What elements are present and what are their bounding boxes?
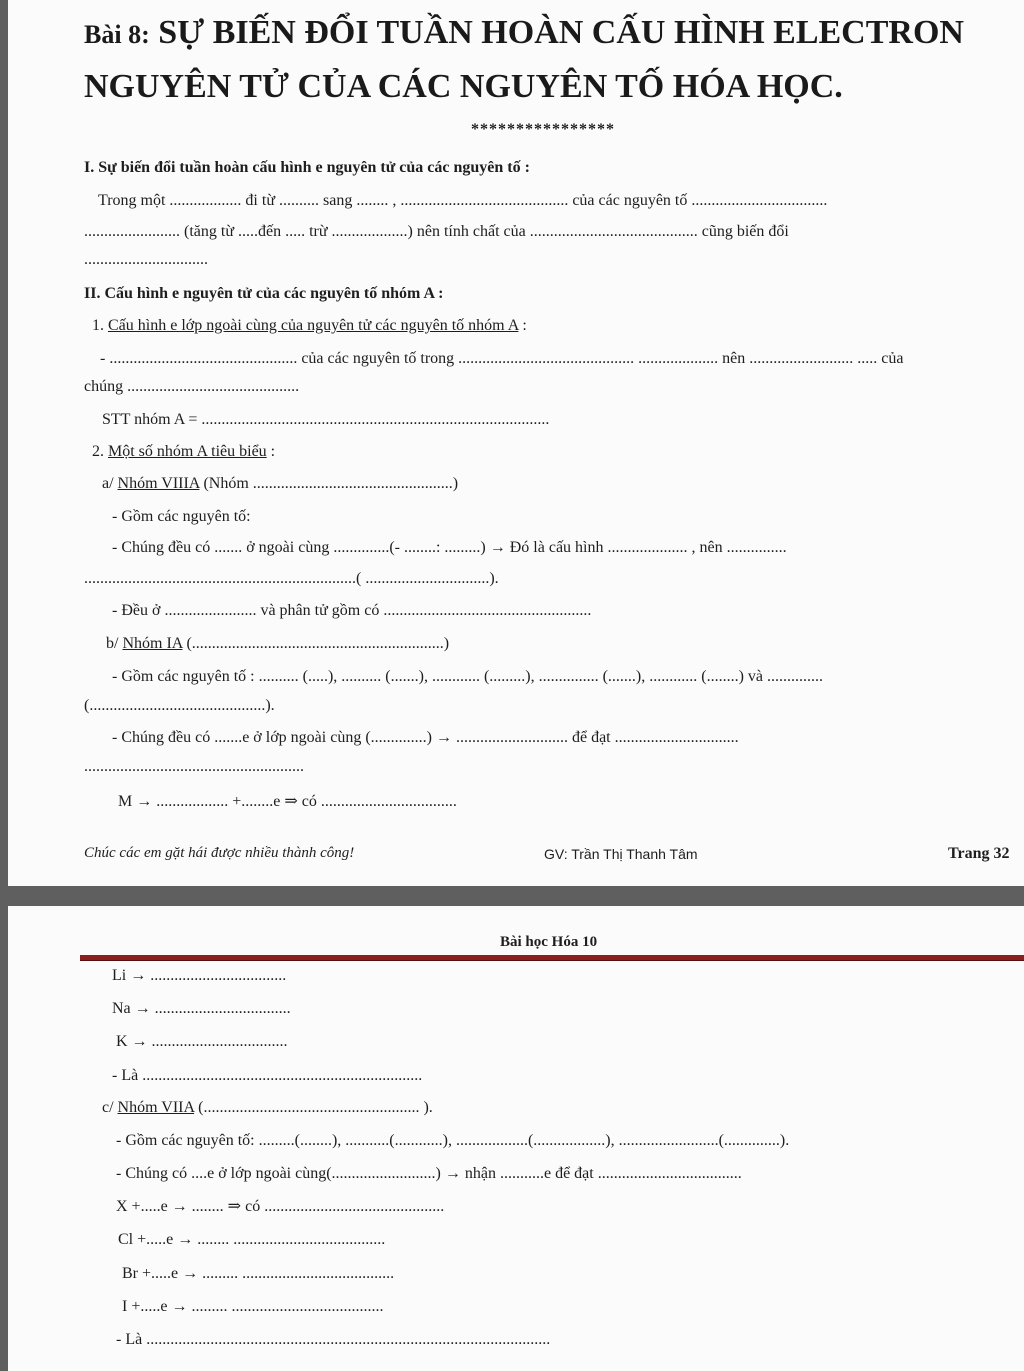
group-viiia-title	[102, 474, 458, 494]
group-ia-title	[106, 634, 449, 654]
lesson-number: Bài 8:	[84, 20, 150, 49]
section-1-line-3: ...............................	[84, 251, 208, 268]
footer-page-number: Trang 32	[948, 845, 1010, 862]
k-line: K → ..................................	[116, 1033, 288, 1050]
la-line-2: - Là .....................................................................................................	[116, 1331, 551, 1348]
subsection-1-line-1: - ............................................... của các nguyên tố trong ............................................ .................... nên .......................... ..... của	[100, 350, 904, 367]
header-rule	[80, 955, 1024, 961]
page-header: Bài học Hóa 10	[500, 934, 598, 950]
section-1-heading: I. Sự biến đổi tuần hoàn cấu hình e nguyên tử của các nguyên tố :	[84, 159, 530, 176]
title-divider-stars: ****************	[471, 121, 615, 138]
subsection-2-title	[92, 442, 275, 462]
group-viia-label: Nhóm VIIA	[117, 1099, 195, 1116]
group-viiia-label: Nhóm VIIIA	[117, 475, 200, 492]
group-viiia-line-2: - Chúng đều có ....... ở ngoài cùng ..............(- ........: .........) → Đó là cấu hình .................... , nên ...............	[112, 539, 787, 556]
document-page-1	[8, 0, 1024, 886]
subsection-1-number: 1.	[92, 317, 104, 334]
group-viia-rest: (...................................................... ).	[194, 1099, 433, 1116]
x-equation: X +.....e → ........ ⇒ có .............................................	[116, 1198, 445, 1215]
subsection-2-number: 2.	[92, 443, 104, 460]
na-line: Na → ..................................	[112, 1000, 291, 1017]
lesson-title-line-1	[84, 14, 964, 54]
group-viiia-prefix: a/	[102, 475, 114, 492]
group-viia-line-1: - Gồm các nguyên tố: .........(........), ...........(............), ..................(..................), .........................(..............).	[116, 1132, 790, 1149]
la-line-1: - Là ......................................................................	[112, 1067, 423, 1084]
group-ia-line-3: - Chúng đều có .......e ở lớp ngoài cùng (..............) → ............................ để đạt ...............................	[112, 729, 739, 746]
footer-wish: Chúc các em gặt hái được nhiều thành công!	[84, 845, 355, 861]
lesson-title-text-1: SỰ BIẾN ĐỔI TUẦN HOÀN CẤU HÌNH ELECTRON	[158, 14, 964, 51]
br-equation: Br +.....e → ......... ......................................	[122, 1265, 395, 1282]
group-viiia-line-3: ....................................................................( ...............................).	[84, 570, 499, 587]
subsection-1-colon: :	[518, 317, 527, 334]
group-ia-equation: M → .................. +........e ⇒ có ..................................	[118, 793, 457, 810]
group-ia-label: Nhóm IA	[122, 635, 183, 652]
group-viia-prefix: c/	[102, 1099, 114, 1116]
stt-group-a-line: STT nhóm A = .......................................................................................	[102, 411, 550, 428]
group-ia-line-2: (............................................).	[84, 697, 275, 714]
section-1-line-2: ........................ (tăng từ .....đến ..... trừ ...................) nên tính chất của .......................................... cũng biến đổi	[84, 223, 789, 240]
section-2-heading: II. Cấu hình e nguyên tử của các nguyên tố nhóm A :	[84, 285, 444, 302]
group-ia-prefix: b/	[106, 635, 119, 652]
document-page-2	[8, 906, 1024, 1371]
lesson-title-line-2: NGUYÊN TỬ CỦA CÁC NGUYÊN TỐ HÓA HỌC.	[84, 68, 843, 105]
group-ia-line-4: .......................................................	[84, 758, 304, 775]
li-line: Li → ..................................	[112, 967, 287, 984]
section-1-line-1: Trong một .................. đi từ .......... sang ........ , .......................................... của các nguyên tố ..................................	[98, 192, 828, 209]
group-viia-line-2: - Chúng có ....e ở lớp ngoài cùng(..........................) → nhận ...........e để đạt ....................................	[116, 1165, 742, 1182]
subsection-2-label: Một số nhóm A tiêu biểu	[108, 443, 267, 460]
subsection-1-title	[92, 316, 527, 336]
group-ia-rest: (...............................................................)	[182, 635, 450, 652]
subsection-2-colon: :	[266, 443, 276, 460]
group-viiia-line-4: - Đều ở ....................... và phân tử gồm có ....................................................	[112, 602, 592, 619]
footer-teacher: GV: Trần Thị Thanh Tâm	[544, 846, 698, 862]
subsection-1-label: Cấu hình e lớp ngoài cùng của nguyên tử các nguyên tố nhóm A	[108, 317, 519, 334]
i-equation: I +.....e → ......... ......................................	[122, 1298, 384, 1315]
group-viia-title	[102, 1098, 433, 1118]
subsection-1-line-2: chúng ...........................................	[84, 378, 300, 395]
cl-equation: Cl +.....e → ........ ......................................	[118, 1231, 386, 1248]
group-ia-line-1: - Gồm các nguyên tố : .......... (.....), .......... (.......), ............ (.........), ............... (.......), ............ (........) và ..............	[112, 668, 824, 685]
group-viiia-rest: (Nhóm ..................................................)	[199, 475, 459, 492]
group-viiia-line-1: - Gồm các nguyên tố:	[112, 508, 251, 525]
